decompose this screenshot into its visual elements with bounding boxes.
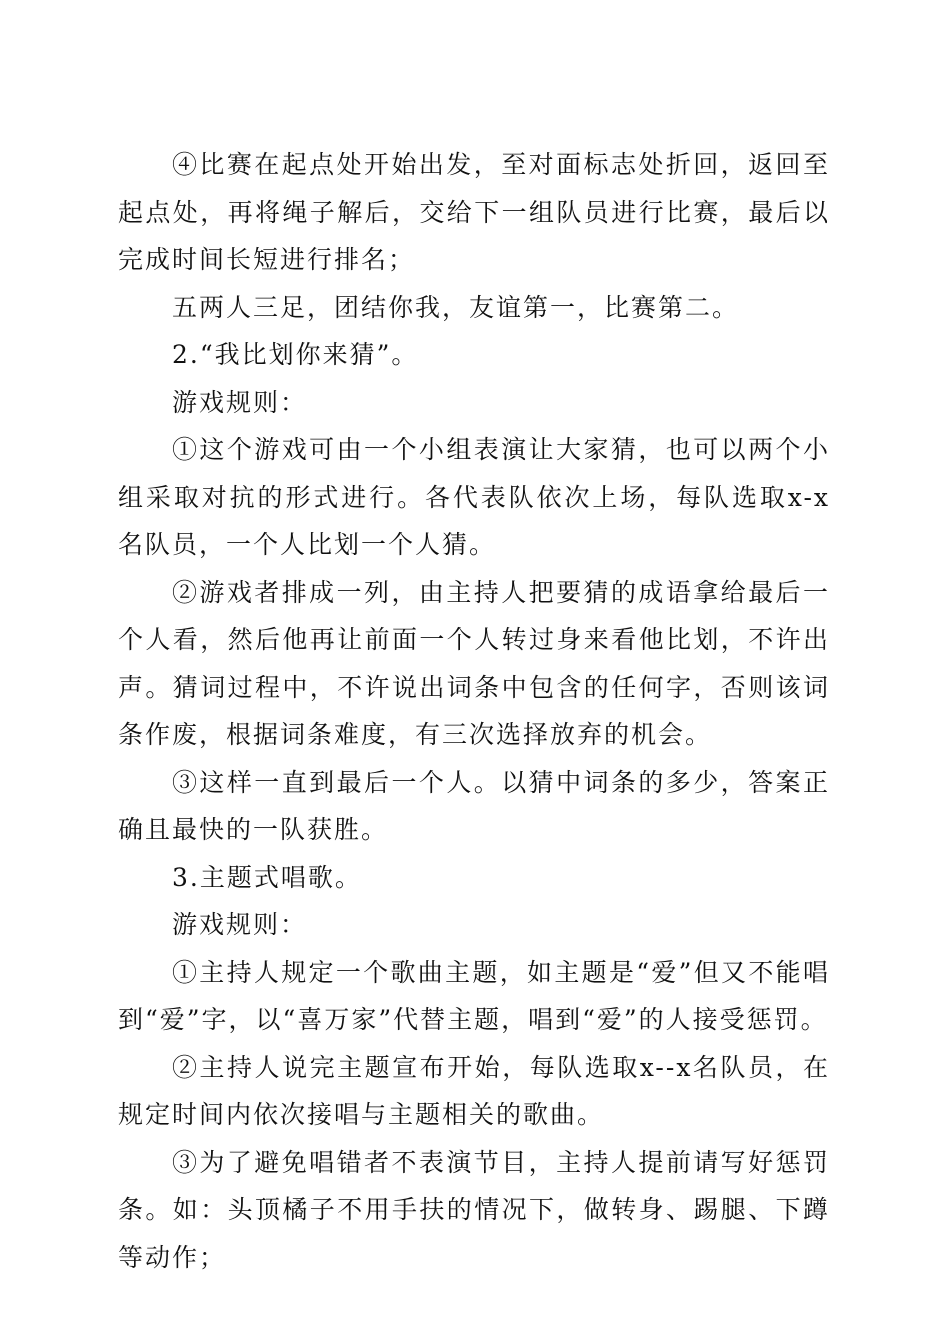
paragraph-three-legged-motto: 五两人三足，团结你我，友谊第一，比赛第二。 [172, 292, 740, 322]
paragraph-game2-rule-1: ①这个游戏可由一个小组表演让大家猜，也可以两个小组采取对抗的形式进行。各代表队依次上场，每队选取x-x名队员，一个人比划一个人猜。 [118, 435, 830, 559]
paragraph-game2-rule-3: ③这样一直到最后一个人。以猜中词条的多少，答案正确且最快的一队获胜。 [118, 767, 830, 844]
heading-game-rules-2: 游戏规则： [172, 910, 308, 939]
paragraph-rule-4-race: ④比赛在起点处开始出发，至对面标志处折回，返回至起点处，再将绳子解后，交给下一组队员进行比赛，最后以完成时间长短进行排名； [118, 150, 830, 274]
heading-game-3: 3.主题式唱歌。 [172, 862, 362, 892]
heading-game-rules-1: 游戏规则： [172, 387, 308, 417]
paragraph-game3-rule-2: ②主持人说完主题宣布开始，每队选取x--x名队员，在规定时间内依次接唱与主题相关的歌曲。 [118, 1052, 830, 1129]
paragraph-game3-rule-3: ③为了避免唱错者不表演节目，主持人提前请写好惩罚条。如：头顶橘子不用手扶的情况下，做转身、踢腿、下蹲等动作； [118, 1147, 830, 1272]
heading-game-2: 2.“我比划你来猜”。 [172, 340, 419, 369]
paragraph-game2-rule-2: ②游戏者排成一列，由主持人把要猜的成语拿给最后一个人看，然后他再让前面一个人转过身来看他比划，不许出声。猜词过程中，不许说出词条中包含的任何字，否则该词条作废，根据词条难度，有三次选择放弃的机会。 [118, 577, 830, 749]
paragraph-game3-rule-1: ①主持人规定一个歌曲主题，如主题是“爱”但又不能唱到“爱”字，以“喜万家”代替主题，唱到“爱”的人接受惩罚。 [118, 957, 830, 1034]
document-body [118, 141, 830, 1281]
